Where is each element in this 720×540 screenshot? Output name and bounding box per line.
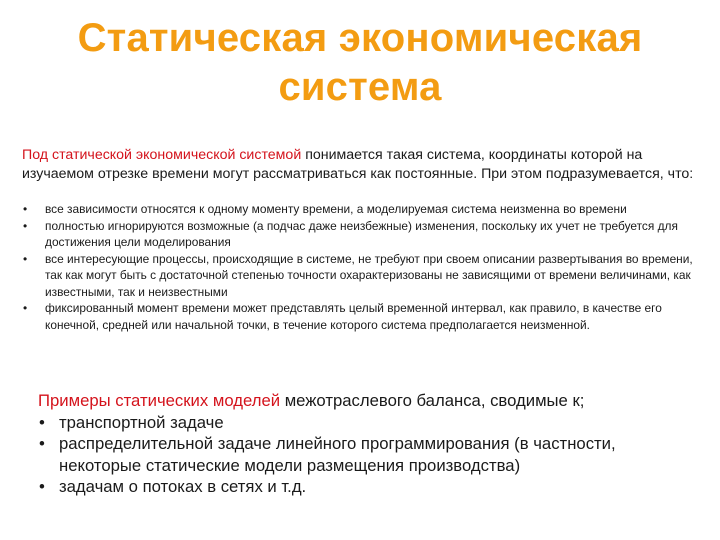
list-item [38, 476, 702, 498]
slide-title-line-2: система [278, 65, 442, 109]
examples-list [38, 412, 702, 498]
properties-list [22, 201, 700, 333]
list-item-text: фиксированный момент времени может представлять целый временной интервал, как правило, в качестве его конечной, средней или начальной точки, в течение которого система предполагается неизменной. [45, 301, 662, 332]
list-item [22, 218, 700, 251]
list-item [22, 300, 700, 333]
examples-highlight: Примеры статических моделей [38, 391, 281, 410]
bullet-icon: • [23, 301, 28, 315]
bullet-icon: • [39, 477, 45, 496]
list-item-text: полностью игнорируются возможные (а подчас даже неизбежные) изменения, поскольку их учет не требуется для достижения цели моделирования [45, 218, 678, 249]
list-item [38, 433, 702, 476]
intro-paragraph [22, 146, 700, 184]
bullet-icon: • [39, 434, 45, 453]
list-item [38, 412, 702, 434]
examples-block [38, 390, 702, 498]
list-item-text: задачам о потоках в сетях и т.д. [59, 477, 307, 496]
examples-text: межотраслевого баланса, сводимые к; [280, 391, 585, 410]
list-item [22, 251, 700, 301]
list-item-text: транспортной задаче [59, 412, 224, 432]
examples-lead [38, 390, 702, 412]
bullet-icon: • [23, 218, 28, 233]
intro-highlight: Под статической экономической системой [22, 147, 302, 163]
bullet-icon: • [23, 202, 28, 216]
list-item-text: распределительной задаче линейного программирования (в частности, некоторые статические модели размещения производства) [59, 434, 616, 475]
slide-title-line-1: Статическая экономическая [77, 16, 643, 60]
list-item-text: все зависимости относятся к одному моменту времени, а моделируемая система неизменна во времени [45, 202, 627, 216]
list-item-text: все интересующие процессы, происходящие в системе, не требуют при своем описании развертывания во времени, так как могут быть с достаточной степенью точности охарактеризованы не зависящими от времени величинами, как известными, так и неизвестными [45, 251, 693, 299]
intro-text: понимается такая система, координаты которой на изучаемом отрезке времени могут рассматриваться как постоянные. При этом подразумевается, что: [22, 147, 694, 182]
slide-title [0, 14, 720, 112]
bullet-icon: • [23, 251, 28, 266]
bullet-icon: • [39, 412, 45, 432]
list-item [22, 201, 700, 218]
